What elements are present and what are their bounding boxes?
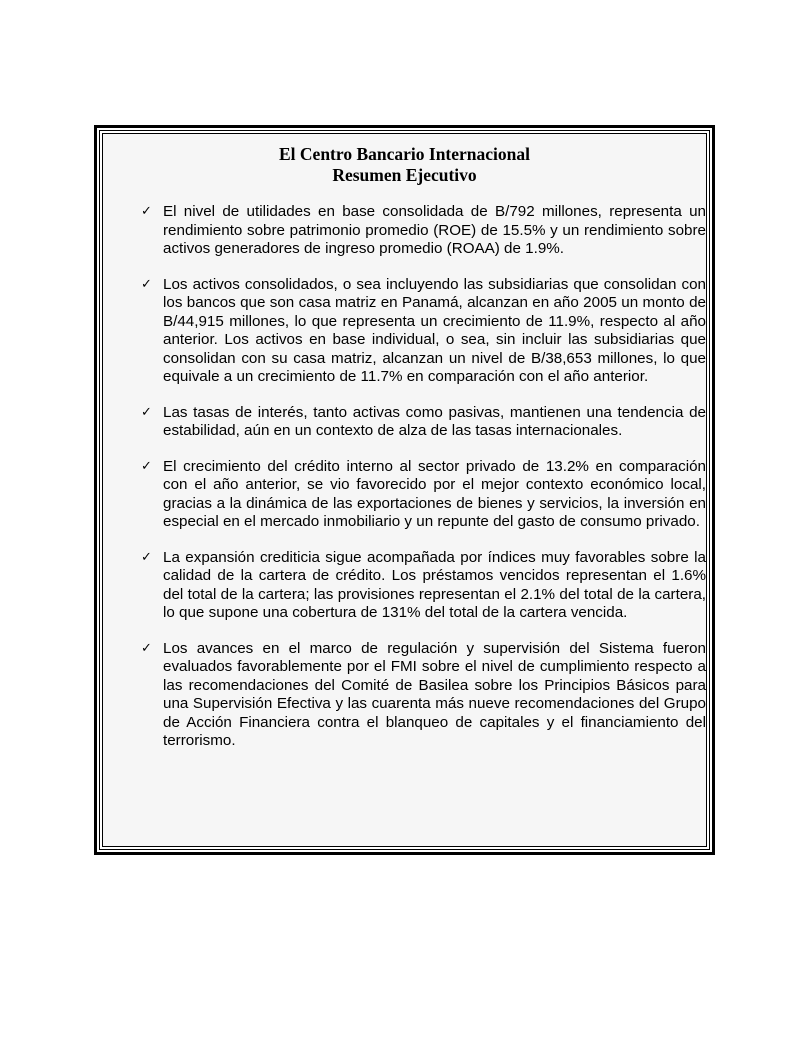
checkmark-icon: ✓ [141,204,152,219]
title-line-2: Resumen Ejecutivo [332,165,477,185]
bullet-item-credito [141,458,706,532]
checkmark-icon: ✓ [141,276,152,292]
checkmark-icon: ✓ [141,458,152,474]
checkmark-icon: ✓ [141,404,152,420]
checkmark-icon: ✓ [141,549,152,565]
bullet-text: La expansión crediticia sigue acompañada por índices muy favorables sobre la calidad de la cartera de crédito. Los préstamos vencidos representan el 1.6% del total de la cartera; las provisiones representan el 2.1% del total de la cartera, lo que supone una cobertura de 131% del total de la cartera vencida. [163,548,706,621]
bullet-text: Las tasas de interés, tanto activas como pasivas, mantienen una tendencia de estabilidad, aún en un contexto de alza de las tasas internacionales. [163,403,706,439]
bullet-item-activos [141,276,706,387]
summary-bullet-list [141,203,706,768]
bullet-item-regulacion [141,640,706,751]
title-line-1: El Centro Bancario Internacional [279,144,530,164]
summary-box-frame-middle [99,130,710,850]
summary-box [102,133,707,847]
bullet-text: Los activos consolidados, o sea incluyendo las subsidiarias que consolidan con los bancos que son casa matriz en Panamá, alcanzan en año 2005 un monto de B/44,915 millones, lo que representa un crecimiento de 11.9%, respecto al año anterior. Los activos en base individual, o sea, sin incluir las subsidiarias que consolidan con su casa matriz, alcanzan un nivel de B/38,653 millones, lo que equivale a un crecimiento de 11.7% en comparación con el año anterior. [163,275,706,385]
checkmark-icon: ✓ [141,640,152,656]
bullet-text: El nivel de utilidades en base consolidada de B/792 millones, representa un rendimiento sobre patrimonio promedio (ROE) de 15.5% y un rendimiento sobre activos generadores de ingreso promedio (ROAA) de 1.9%. [163,203,706,257]
bullet-item-cartera [141,549,706,623]
bullet-item-utilidades [141,203,706,259]
summary-box-frame [94,125,715,855]
bullet-text: El crecimiento del crédito interno al sector privado de 13.2% en comparación con el año anterior, se vio favorecido por el mejor contexto económico local, gracias a la dinámica de las exportaciones de bienes y servicios, la inversión en especial en el mercado inmobiliario y un repunte del gasto de consumo privado. [163,457,706,530]
bullet-item-tasas [141,404,706,441]
document-title [103,134,706,186]
bullet-text: Los avances en el marco de regulación y supervisión del Sistema fueron evaluados favorablemente por el FMI sobre el nivel de cumplimiento respecto a las recomendaciones del Comité de Basilea sobre los Principios Básicos para una Supervisión Efectiva y las cuarenta más nueve recomendaciones del Grupo de Acción Financiera contra el blanqueo de capitales y el financiamiento del terrorismo. [163,639,706,749]
